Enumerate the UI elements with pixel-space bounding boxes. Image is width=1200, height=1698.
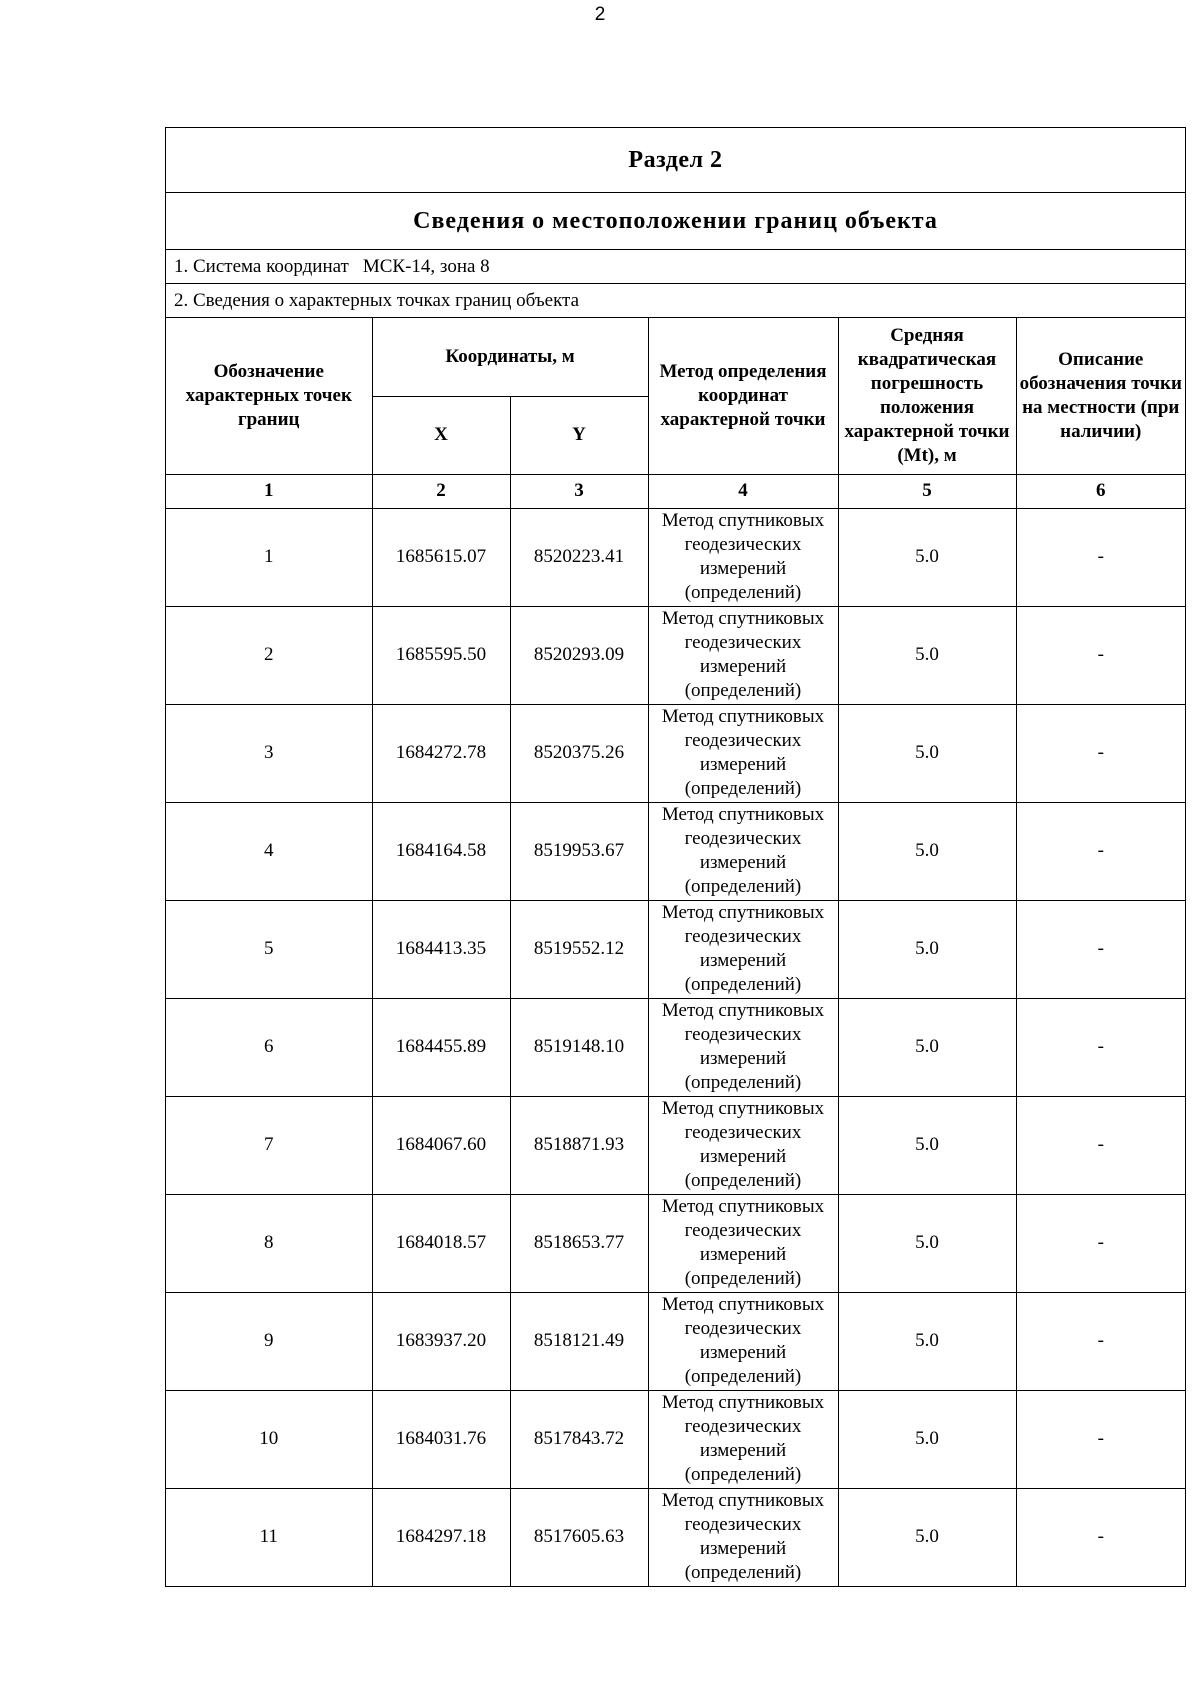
point-id: 11 [166,1488,372,1586]
page-number: 2 [594,4,606,25]
boundary-points-table [166,318,1185,1586]
point-id: 3 [166,704,372,802]
table-row [166,900,1185,998]
point-description: - [1016,1292,1185,1390]
point-id: 10 [166,1390,372,1488]
point-description: - [1016,802,1185,900]
point-error: 5.0 [838,998,1016,1096]
coordinate-system-value: МСК-14, зона 8 [362,255,490,277]
point-y: 8517605.63 [510,1488,648,1586]
point-description: - [1016,998,1185,1096]
point-y: 8519953.67 [510,802,648,900]
point-id: 1 [166,508,372,606]
point-id: 9 [166,1292,372,1390]
point-y: 8520375.26 [510,704,648,802]
point-y: 8517843.72 [510,1390,648,1488]
column-number: 6 [1016,474,1185,508]
point-x: 1684297.18 [372,1488,510,1586]
point-y: 8519552.12 [510,900,648,998]
column-number: 3 [510,474,648,508]
column-number: 1 [166,474,372,508]
points-body [166,508,1185,1586]
point-x: 1685595.50 [372,606,510,704]
point-method: Метод спутниковых геодезических измерений (определений) [648,1292,838,1390]
section-subtitle: Сведения о местоположении границ объекта [166,193,1185,250]
section-document [165,127,1186,1587]
point-description: - [1016,1096,1185,1194]
point-x: 1684031.76 [372,1390,510,1488]
point-description: - [1016,1488,1185,1586]
point-method: Метод спутниковых геодезических измерений (определений) [648,802,838,900]
table-row [166,1194,1185,1292]
header-error: Средняя квадратическая погрешность положения характерной точки (Mt), м [838,318,1016,474]
point-x: 1683937.20 [372,1292,510,1390]
table-row [166,704,1185,802]
point-error: 5.0 [838,802,1016,900]
table-row [166,1292,1185,1390]
point-id: 2 [166,606,372,704]
header-description: Описание обозначения точки на местности (при наличии) [1016,318,1185,474]
point-method: Метод спутниковых геодезических измерений (определений) [648,508,838,606]
point-method: Метод спутниковых геодезических измерений (определений) [648,1488,838,1586]
point-error: 5.0 [838,1488,1016,1586]
point-error: 5.0 [838,1096,1016,1194]
point-error: 5.0 [838,900,1016,998]
column-number: 2 [372,474,510,508]
point-error: 5.0 [838,704,1016,802]
table-row [166,1488,1185,1586]
point-error: 5.0 [838,1292,1016,1390]
header-x: X [372,396,510,474]
column-number: 5 [838,474,1016,508]
point-x: 1685615.07 [372,508,510,606]
point-method: Метод спутниковых геодезических измерений (определений) [648,998,838,1096]
point-description: - [1016,1390,1185,1488]
table-row [166,802,1185,900]
coordinate-system-label: 1. Система координат [174,255,349,277]
table-row [166,508,1185,606]
point-x: 1684164.58 [372,802,510,900]
point-id: 4 [166,802,372,900]
point-y: 8518121.49 [510,1292,648,1390]
header-designation: Обозначение характерных точек границ [166,318,372,474]
point-id: 6 [166,998,372,1096]
header-y: Y [510,396,648,474]
point-y: 8520223.41 [510,508,648,606]
point-method: Метод спутниковых геодезических измерений (определений) [648,1096,838,1194]
coordinate-system-line [166,250,1185,284]
point-x: 1684018.57 [372,1194,510,1292]
column-number: 4 [648,474,838,508]
table-row [166,606,1185,704]
point-x: 1684413.35 [372,900,510,998]
point-y: 8518871.93 [510,1096,648,1194]
point-method: Метод спутниковых геодезических измерений (определений) [648,704,838,802]
column-numbers-row [166,474,1185,508]
point-description: - [1016,508,1185,606]
point-method: Метод спутниковых геодезических измерений (определений) [648,1390,838,1488]
point-description: - [1016,900,1185,998]
point-y: 8520293.09 [510,606,648,704]
point-x: 1684067.60 [372,1096,510,1194]
section-title: Раздел 2 [166,128,1185,193]
point-method: Метод спутниковых геодезических измерений (определений) [648,606,838,704]
header-method: Метод определения координат характерной точки [648,318,838,474]
point-description: - [1016,704,1185,802]
point-y: 8519148.10 [510,998,648,1096]
point-error: 5.0 [838,1390,1016,1488]
table-row [166,1096,1185,1194]
points-heading: 2. Сведения о характерных точках границ объекта [166,284,1185,318]
point-error: 5.0 [838,508,1016,606]
point-y: 8518653.77 [510,1194,648,1292]
point-id: 7 [166,1096,372,1194]
point-x: 1684455.89 [372,998,510,1096]
table-row [166,998,1185,1096]
point-description: - [1016,1194,1185,1292]
point-id: 8 [166,1194,372,1292]
point-method: Метод спутниковых геодезических измерений (определений) [648,1194,838,1292]
point-error: 5.0 [838,1194,1016,1292]
point-method: Метод спутниковых геодезических измерений (определений) [648,900,838,998]
header-coordinates: Координаты, м [372,318,648,396]
table-row [166,1390,1185,1488]
point-error: 5.0 [838,606,1016,704]
point-description: - [1016,606,1185,704]
point-id: 5 [166,900,372,998]
point-x: 1684272.78 [372,704,510,802]
